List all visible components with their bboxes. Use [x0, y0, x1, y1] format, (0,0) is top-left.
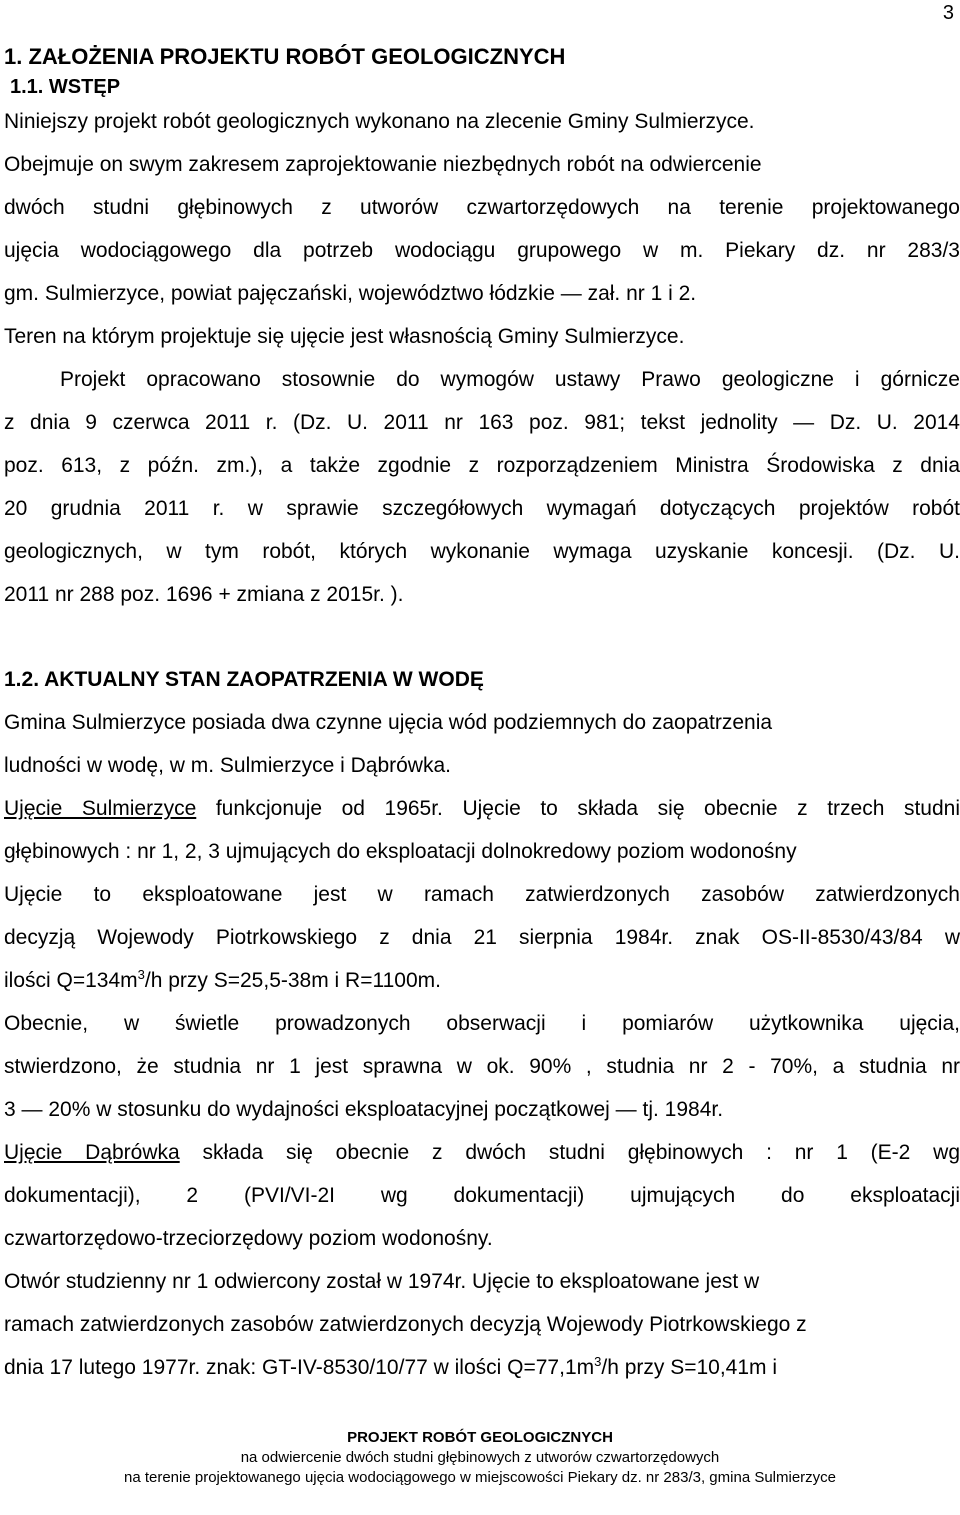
text-line: Otwór studzienny nr 1 odwiercony został w 1974r. Ujęcie to eksploatowane jest w	[4, 1270, 760, 1293]
document-body	[4, 40, 960, 1389]
text-line: Niniejszy projekt robót geologicznych wykonano na zlecenie Gminy Sulmierzyce.	[4, 110, 755, 133]
superscript: 3	[594, 1354, 602, 1369]
text-line	[4, 787, 960, 830]
text-line: decyzją Wojewody Piotrkowskiego z dnia 21 sierpnia 1984r. znak OS-II-8530/43/84 w	[4, 926, 960, 949]
text-span: dnia 17 lutego 1977r. znak: GT-IV-8530/10/77 w ilości Q=77,1m	[4, 1356, 595, 1379]
text-line: stwierdzono, że studnia nr 1 jest sprawna w ok. 90% , studnia nr 2 - 70%, a studnia nr	[4, 1055, 960, 1078]
section-heading-1-2: 1.2. AKTUALNY STAN ZAOPATRZENIA W WODĘ	[4, 668, 484, 691]
footer-title: PROJEKT ROBÓT GEOLOGICZNYCH	[347, 1429, 613, 1446]
text-line: gm. Sulmierzyce, powiat pajęczański, województwo łódzkie — zał. nr 1 i 2.	[4, 282, 697, 305]
text-span: /h przy S=25,5-38m i R=1100m.	[144, 969, 441, 992]
footer-line: na terenie projektowanego ujęcia wodociągowego w miejscowości Piekary dz. nr 283/3, gmina Sulmierzyce	[123, 1469, 837, 1486]
text-span: ilości Q=134m	[4, 969, 138, 992]
superscript: 3	[137, 967, 145, 982]
text-line	[4, 959, 960, 1002]
text-line: dokumentacji), 2 (PVI/VI-2I wg dokumentacji) ujmujących do eksploatacji	[4, 1184, 960, 1207]
text-line	[4, 1346, 960, 1389]
text-line: 20 grudnia 2011 r. w sprawie szczegółowych wymagań dotyczących projektów robót	[4, 497, 960, 520]
text-line: Gmina Sulmierzyce posiada dwa czynne ujęcia wód podziemnych do zaopatrzenia	[4, 711, 773, 734]
underlined-term: Ujęcie Sulmierzyce	[4, 797, 197, 820]
text-line: dwóch studni głębinowych z utworów czwartorzędowych na terenie projektowanego	[4, 196, 960, 219]
text-line: geologicznych, w tym robót, których wykonanie wymaga uzyskanie koncesji. (Dz. U.	[4, 540, 960, 563]
text-line: głębinowych : nr 1, 2, 3 ujmujących do eksploatacji dolnokredowy poziom wodonośny	[4, 840, 797, 863]
text-line: 3 — 20% w stosunku do wydajności eksploatacyjnej początkowej — tj. 1984r.	[4, 1098, 724, 1121]
text-line: czwartorzędowo-trzeciorzędowy poziom wodonośny.	[4, 1227, 493, 1250]
text-line: ujęcia wodociągowego dla potrzeb wodociągu grupowego w m. Piekary dz. nr 283/3	[4, 239, 960, 262]
section-heading-1: 1. ZAŁOŻENIA PROJEKTU ROBÓT GEOLOGICZNYCH	[4, 44, 566, 69]
text-line: poz. 613, z późn. zm.), a także zgodnie z rozporządzeniem Ministra Środowiska z dnia	[4, 454, 960, 477]
text-line: Obejmuje on swym zakresem zaprojektowanie niezbędnych robót na odwiercenie	[4, 153, 762, 176]
text-line	[4, 1131, 960, 1174]
text-line: Teren na którym projektuje się ujęcie jest własnością Gminy Sulmierzyce.	[4, 325, 685, 348]
text-line: 2011 nr 288 poz. 1696 + zmiana z 2015r. ).	[4, 583, 404, 606]
text-line: Ujęcie to eksploatowane jest w ramach zatwierdzonych zasobów zatwierdzonych	[4, 883, 960, 906]
text-span: funkcjonuje od 1965r. Ujęcie to składa się obecnie z trzech studni	[196, 797, 960, 820]
text-line: z dnia 9 czerwca 2011 r. (Dz. U. 2011 nr 163 poz. 981; tekst jednolity — Dz. U. 2014	[4, 411, 960, 434]
text-line: ramach zatwierdzonych zasobów zatwierdzonych decyzją Wojewody Piotrkowskiego z	[4, 1313, 807, 1336]
page-footer	[0, 1428, 960, 1488]
subsection-heading-1-1: 1.1. WSTĘP	[10, 76, 121, 98]
text-span: składa się obecnie z dwóch studni głębinowych : nr 1 (E-2 wg	[179, 1141, 960, 1164]
footer-line: na odwiercenie dwóch studni głębinowych z utworów czwartorzędowych	[240, 1449, 720, 1466]
text-line: Projekt opracowano stosownie do wymogów ustawy Prawo geologiczne i górnicze	[60, 368, 960, 391]
text-line: Obecnie, w świetle prowadzonych obserwacji i pomiarów użytkownika ujęcia,	[4, 1012, 960, 1035]
text-line: ludności w wodę, w m. Sulmierzyce i Dąbrówka.	[4, 754, 451, 777]
text-span: /h przy S=10,41m i	[601, 1356, 778, 1379]
page-number: 3	[942, 2, 954, 24]
underlined-term: Ujęcie Dąbrówka	[4, 1141, 180, 1164]
